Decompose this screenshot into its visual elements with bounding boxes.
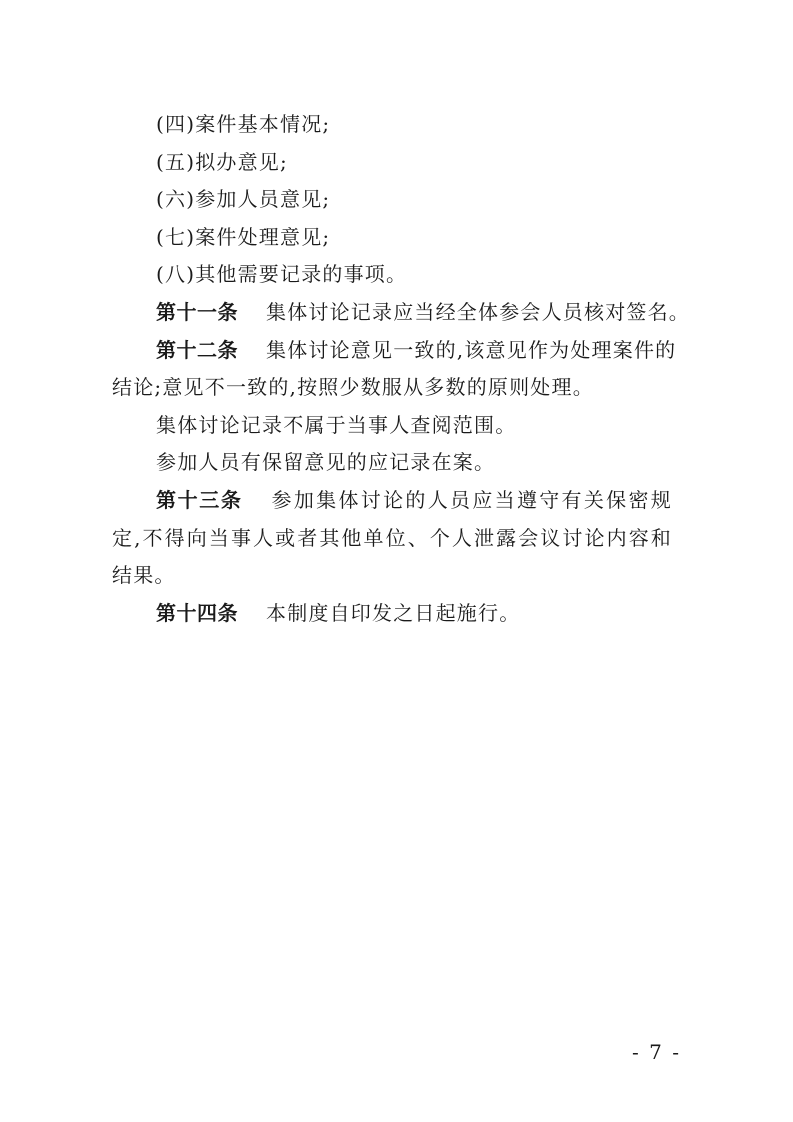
article-11-label: 第十一条 [156,299,238,324]
article-13-line-3: 结果。 [112,563,176,588]
article-12-para-3: 参加人员有保留意见的应记录在案。 [156,450,496,475]
list-item-5: (五)拟办意见; [156,149,288,174]
article-14 [112,595,672,633]
list-item-4: (四)案件基本情况; [156,112,331,136]
article-12-line-2: 结论;意见不一致的,按照少数服从多数的原则处理。 [112,375,594,400]
list-item-8: (八)其他需要记录的事项。 [156,262,408,287]
article-13-label: 第十三条 [156,487,243,512]
list-item-7: (七)案件处理意见; [156,224,331,249]
article-11 [112,294,690,332]
article-13-line-1 [112,482,672,520]
article-12-text-1: 集体讨论意见一致的,该意见作为处理案件的 [266,337,677,362]
page-number: - 7 - [632,1040,681,1064]
list-item-6: (六)参加人员意见; [156,187,331,212]
article-11-text: 集体讨论记录应当经全体参会人员核对签名。 [266,299,690,324]
article-13-line-2: 定,不得向当事人或者其他单位、个人泄露会议讨论内容和 [112,525,672,550]
article-12-para-2: 集体讨论记录不属于当事人查阅范围。 [156,412,517,437]
article-12-label: 第十二条 [156,337,238,362]
article-12-line-1 [112,332,677,370]
article-13-text-1: 参加集体讨论的人员应当遵守有关保密规 [270,487,672,512]
article-14-text: 本制度自印发之日起施行。 [266,600,521,625]
article-14-label: 第十四条 [156,600,238,625]
document-body [112,106,690,632]
